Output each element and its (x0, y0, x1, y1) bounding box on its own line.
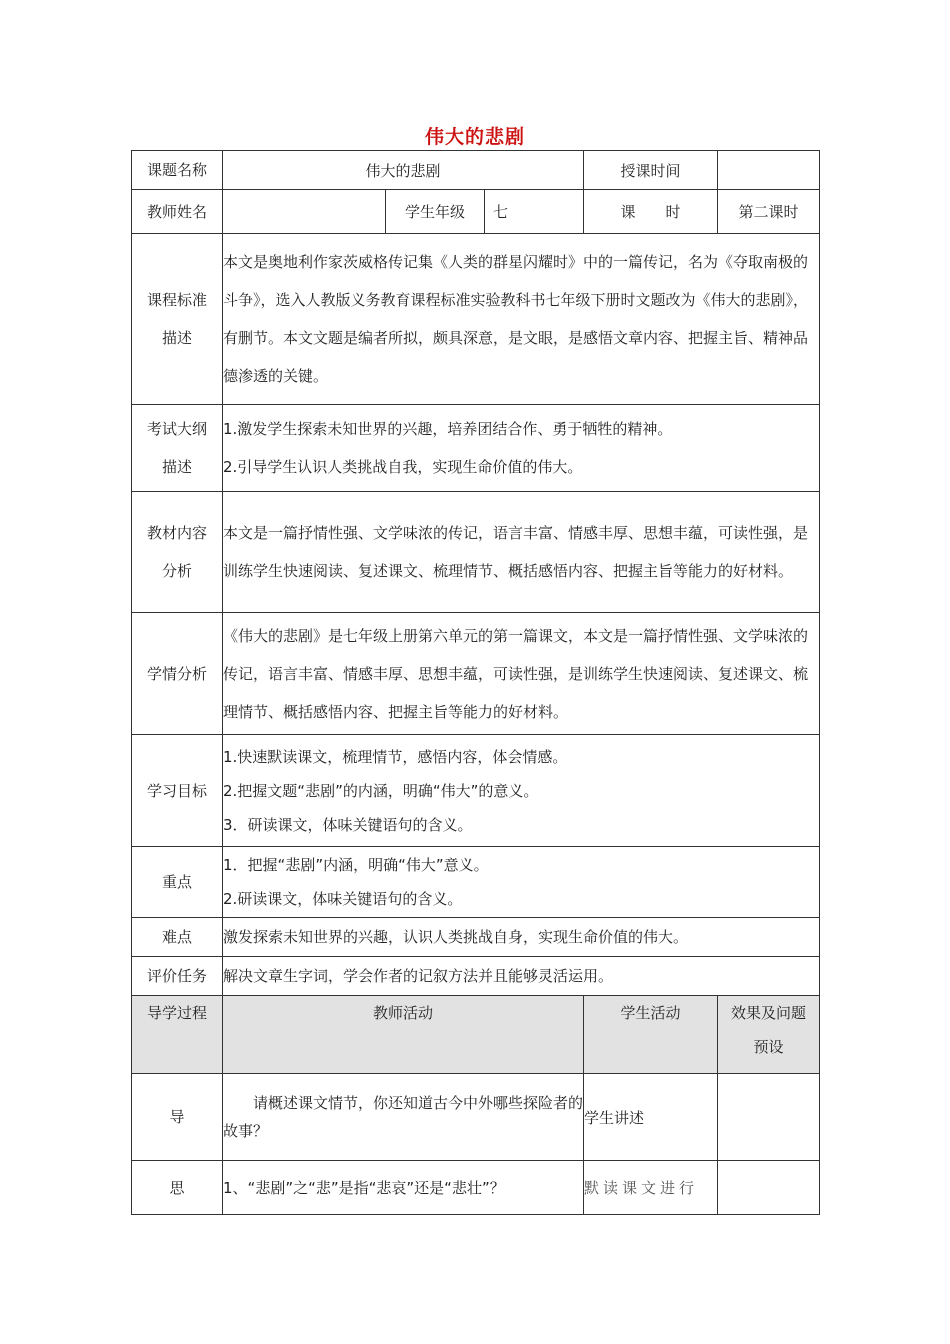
row-label-line2: 描述 (161, 458, 192, 476)
period-label: 课 时 (584, 190, 718, 234)
grade-label: 学生年级 (386, 190, 485, 234)
row-text: 本文是奥地利作家茨威格传记集《人类的群星闪耀时》中的一篇传记，名为《夺取南极的斗争》，选入人教版义务教育课程标准实验教科书七年级下册时文题改为《伟大的悲剧》，有删节。本文文题是编者所拟，颇具深意，是文眼，是感悟文章内容、把握主旨、精神品德渗透的关键。 (223, 253, 809, 385)
process-student-activity: 默读课文进行 (584, 1161, 718, 1215)
row-content (223, 847, 820, 918)
row-content (223, 405, 820, 492)
row-text: 激发探索未知世界的兴趣，认识人类挑战自身，实现生命价值的伟大。 (223, 928, 689, 946)
row-label-line1: 教材内容 (146, 524, 207, 542)
time-value (718, 151, 820, 190)
row-text: 2.引导学生认识人类挑战自我，实现生命价值的伟大。 (223, 458, 583, 476)
row-text: 2.研读课文，体味关键语句的含义。 (223, 890, 463, 908)
row-label-line1: 考试大纲 (146, 420, 207, 438)
row-label: 难点 (132, 918, 223, 957)
process-student-activity: 学生讲述 (584, 1074, 718, 1161)
process-effect (718, 1074, 820, 1161)
process-teacher-activity: 请概述课文情节，你还知道古今中外哪些探险者的故事？ (223, 1074, 584, 1161)
header-row-teacher (132, 190, 820, 234)
row-content (223, 957, 820, 996)
process-col-student: 学生活动 (584, 996, 718, 1074)
process-teacher-activity: 1、“悲剧”之“悲”是指“悲哀”还是“悲壮”？ (223, 1161, 584, 1215)
process-stage: 思 (132, 1161, 223, 1215)
row-curriculum-standard (132, 234, 820, 405)
row-content (223, 735, 820, 847)
row-difficulty (132, 918, 820, 957)
row-text: 本文是一篇抒情性强、文学味浓的传记，语言丰富、情感丰厚、思想丰蕴，可读性强，是训练学生快速阅读、复述课文、梳理情节、概括感悟内容、把握主旨等能力的好材料。 (223, 524, 809, 580)
process-col-stage: 导学过程 (132, 996, 223, 1074)
row-label (132, 492, 223, 613)
row-label: 学习目标 (132, 735, 223, 847)
row-textbook-analysis (132, 492, 820, 613)
row-text: 1．把握“悲剧”内涵，明确“伟大”意义。 (223, 856, 489, 874)
teacher-label: 教师姓名 (132, 190, 223, 234)
row-text: 《伟大的悲剧》是七年级上册第六单元的第一篇课文，本文是一篇抒情性强、文学味浓的传记，语言丰富、情感丰厚、思想丰蕴，可读性强，是训练学生快速阅读、复述课文、梳理情节、概括感悟内容、把握主旨等能力的好材料。 (223, 626, 809, 721)
lesson-plan-table (131, 150, 820, 1215)
row-text: 解决文章生字词，学会作者的记叙方法并且能够灵活运用。 (223, 967, 614, 985)
row-student-analysis (132, 613, 820, 735)
teacher-value (223, 190, 386, 234)
row-text: 1.激发学生探索未知世界的兴趣，培养团结合作、勇于牺牲的精神。 (223, 420, 673, 438)
row-learning-goals (132, 735, 820, 847)
row-label: 学情分析 (132, 613, 223, 735)
page-title: 伟大的悲剧 (424, 126, 525, 148)
row-label (132, 234, 223, 405)
process-stage: 导 (132, 1074, 223, 1161)
process-col-teacher: 教师活动 (223, 996, 584, 1074)
row-content (223, 234, 820, 405)
period-value: 第二课时 (718, 190, 820, 234)
row-content (223, 918, 820, 957)
header-row-topic (132, 151, 820, 190)
time-label: 授课时间 (584, 151, 718, 190)
row-label-line1: 课程标准 (146, 291, 207, 309)
row-label-line2: 分析 (161, 562, 192, 580)
row-content (223, 613, 820, 735)
row-text: 1.快速默读课文，梳理情节，感悟内容，体会情感。 (223, 747, 568, 766)
row-key-points (132, 847, 820, 918)
row-label (132, 405, 223, 492)
row-text: 3．研读课文，体味关键语句的含义。 (223, 815, 473, 834)
row-text: 2.把握文题“悲剧”的内涵，明确“伟大”的意义。 (223, 781, 539, 800)
row-label: 重点 (132, 847, 223, 918)
process-col-effect-line2: 预设 (753, 1038, 784, 1056)
process-col-effect-line1: 效果及问题 (731, 1004, 807, 1022)
row-content (223, 492, 820, 613)
process-row-think (132, 1161, 820, 1215)
row-evaluation (132, 957, 820, 996)
grade-value: 七 (485, 190, 584, 234)
row-label: 评价任务 (132, 957, 223, 996)
row-exam-outline (132, 405, 820, 492)
topic-value: 伟大的悲剧 (223, 151, 584, 190)
row-label-line2: 描述 (161, 329, 192, 347)
topic-label: 课题名称 (132, 151, 223, 190)
process-effect (718, 1161, 820, 1215)
process-header-row (132, 996, 820, 1074)
process-row-intro (132, 1074, 820, 1161)
process-col-effect (718, 996, 820, 1074)
